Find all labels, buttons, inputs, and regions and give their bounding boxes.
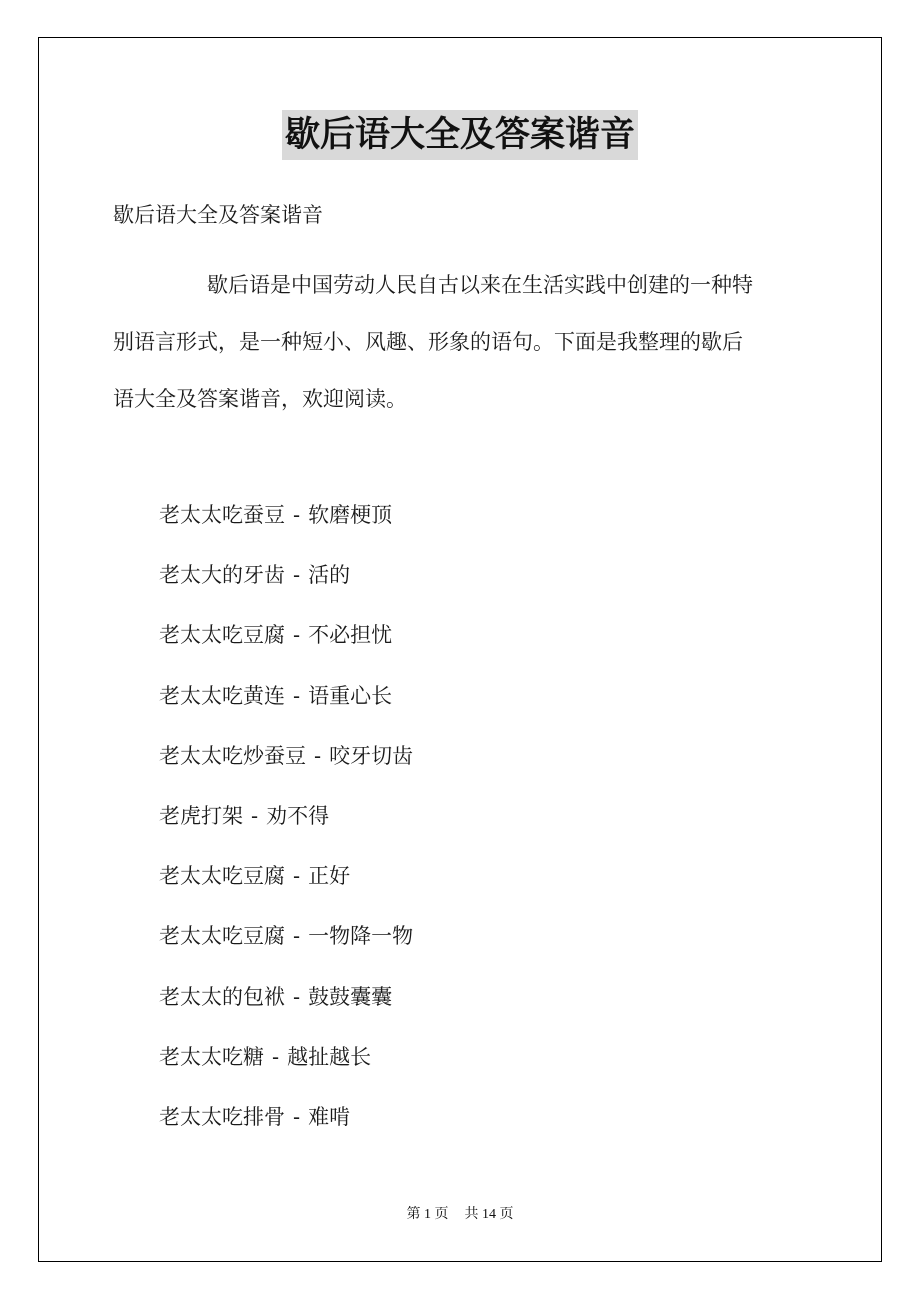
proverb-answer: 鼓鼓囊囊 — [308, 984, 393, 1009]
proverb-answer: 一物降一物 — [308, 924, 414, 949]
proverb-separator: - — [272, 1044, 280, 1069]
proverb-riddle: 老太太吃豆腐 — [159, 864, 285, 889]
proverb-answer: 劝不得 — [266, 803, 330, 828]
list-item — [159, 497, 413, 557]
list-item — [159, 557, 413, 617]
proverb-answer: 软磨梗顶 — [308, 503, 393, 527]
proverb-answer: 越扯越长 — [287, 1044, 372, 1069]
list-item — [159, 1039, 413, 1099]
list-item — [159, 738, 413, 798]
proverb-answer: 不必担忧 — [308, 623, 393, 648]
proverb-answer: 咬牙切齿 — [329, 743, 414, 768]
list-item — [159, 979, 413, 1039]
list-item — [159, 678, 413, 738]
proverb-separator: - — [293, 984, 301, 1009]
proverb-separator: - — [293, 563, 301, 588]
proverb-separator: - — [293, 683, 301, 708]
proverb-riddle: 老太太吃豆腐 — [159, 924, 285, 949]
proverb-riddle: 老太大的牙齿 — [159, 563, 285, 588]
intro-line-3: 语大全及答案谐音，欢迎阅读。 — [113, 387, 407, 411]
proverb-separator: - — [293, 864, 301, 889]
proverb-riddle: 老虎打架 — [159, 803, 243, 828]
list-item — [159, 798, 413, 858]
list-item — [159, 918, 413, 978]
proverb-answer: 正好 — [308, 864, 351, 889]
intro-line-2: 别语言形式，是一种短小、风趣、形象的语句。下面是我整理的歇后 — [113, 330, 743, 354]
title-container — [0, 110, 920, 160]
proverb-separator: - — [293, 623, 301, 648]
proverb-list — [159, 497, 413, 1159]
proverb-riddle: 老太太吃豆腐 — [159, 623, 285, 648]
proverb-separator: - — [314, 743, 322, 768]
proverb-separator: - — [251, 803, 259, 828]
intro-paragraph — [113, 257, 753, 428]
proverb-riddle: 老太太吃黄连 — [159, 683, 285, 708]
proverb-answer: 语重心长 — [308, 683, 393, 708]
proverb-riddle: 老太太的包袱 — [159, 984, 285, 1009]
proverb-riddle: 老太太吃炒蚕豆 — [159, 743, 306, 768]
total-pages: 共 14 页 — [464, 1207, 514, 1222]
proverb-separator: - — [293, 1104, 301, 1129]
list-item — [159, 1099, 413, 1159]
page-number: 第 1 页 — [406, 1207, 449, 1222]
proverb-separator: - — [293, 503, 301, 527]
intro-line-1: 歇后语是中国劳动人民自古以来在生活实践中创建的一种特 — [207, 273, 753, 297]
page-footer — [0, 1205, 920, 1225]
page-title: 歇后语大全及答案谐音 — [282, 110, 638, 160]
proverb-answer: 难啃 — [308, 1104, 351, 1129]
proverb-separator: - — [293, 924, 301, 949]
list-item — [159, 858, 413, 918]
list-item — [159, 617, 413, 677]
proverb-riddle: 老太太吃排骨 — [159, 1104, 285, 1129]
subtitle: 歇后语大全及答案谐音 — [113, 203, 323, 227]
proverb-riddle: 老太太吃糖 — [159, 1044, 264, 1069]
proverb-riddle: 老太太吃蚕豆 — [159, 503, 285, 527]
proverb-answer: 活的 — [308, 563, 351, 588]
